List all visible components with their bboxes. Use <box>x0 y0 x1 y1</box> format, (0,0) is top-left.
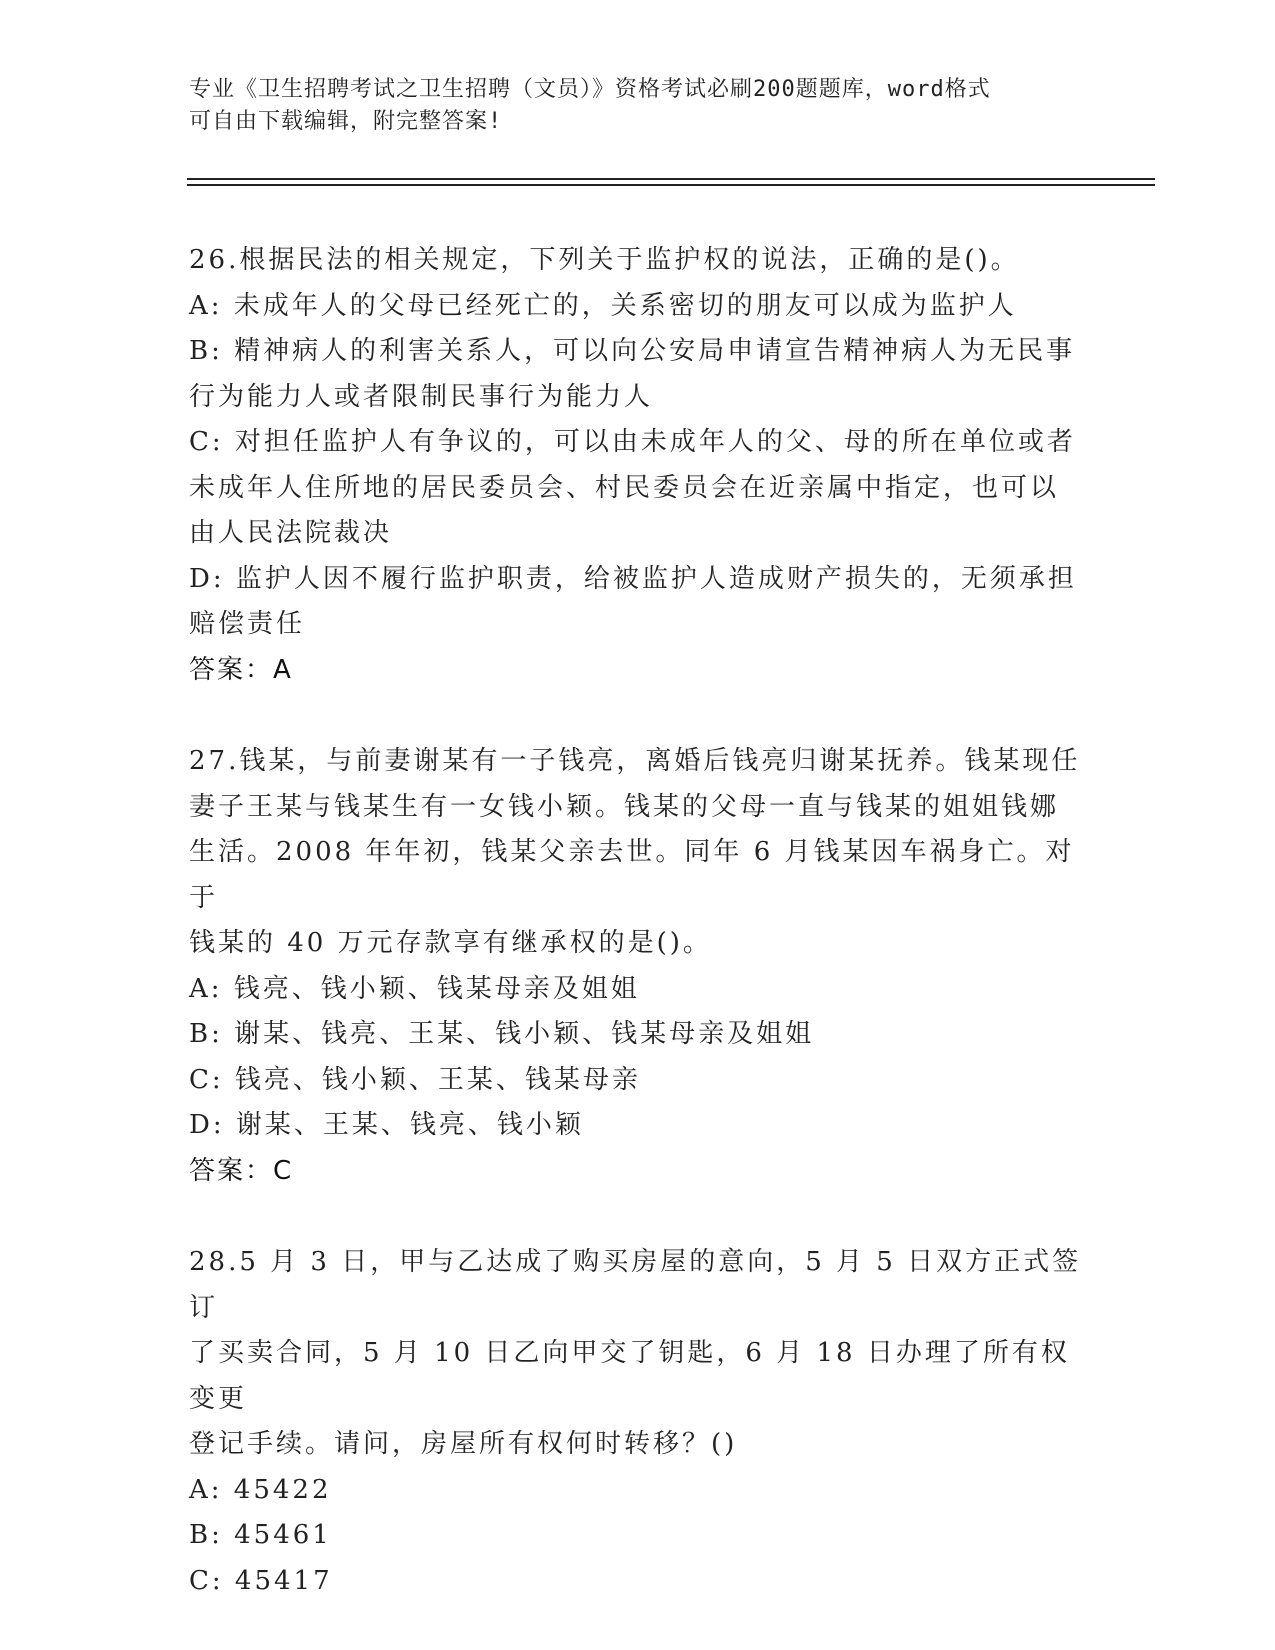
question-text: 26.根据民法的相关规定，下列关于监护权的说法，正确的是()。 <box>189 245 1020 275</box>
option-b: B: 45461 <box>189 1520 332 1550</box>
header-line-1: 专业《卫生招聘考试之卫生招聘（文员）》资格考试必刷200题题库，word格式 <box>189 77 991 102</box>
option-b: B: 精神病人的利害关系人，可以向公安局申请宣告精神病人为无民事 <box>189 336 1076 366</box>
answer-label: 答案：A <box>189 654 293 685</box>
option-b-continued: 行为能力人或者限制民事行为能力人 <box>189 381 654 412</box>
question-27 <box>189 739 1089 1194</box>
header-line-2: 可自由下载编辑，附完整答案! <box>189 109 503 134</box>
question-26 <box>189 238 1089 693</box>
option-a: A: 钱亮、钱小颖、钱某母亲及姐姐 <box>189 973 640 1004</box>
option-d-continued: 赔偿责任 <box>189 609 306 639</box>
question-text-continued: 钱某的 40 万元存款享有继承权的是()。 <box>189 928 712 958</box>
question-text-continued: 生活。2008 年年初，钱某父亲去世。同年 6 月钱某因车祸身亡。对于 <box>189 837 1075 913</box>
option-c-continued: 未成年人住所地的居民委员会、村民委员会在近亲属中指定，也可以 <box>189 472 1060 503</box>
header-divider-top <box>187 178 1155 180</box>
answer-label: 答案：C <box>189 1155 294 1186</box>
question-text-continued: 妻子王某与钱某生有一女钱小颖。钱某的父母一直与钱某的姐姐钱娜 <box>189 791 1060 822</box>
option-d: D: 监护人因不履行监护职责，给被监护人造成财产损失的，无须承担 <box>189 563 1077 594</box>
question-text-continued: 了买卖合同，5 月 10 日乙向甲交了钥匙，6 月 18 日办理了所有权变更 <box>189 1338 1070 1414</box>
question-text: 27.钱某，与前妻谢某有一子钱亮，离婚后钱亮归谢某抚养。钱某现任 <box>189 746 1081 776</box>
question-spacer <box>189 1194 1089 1240</box>
question-text: 28.5 月 3 日，甲与乙达成了购买房屋的意向，5 月 5 日双方正式签订 <box>189 1247 1082 1323</box>
option-c-continued: 由人民法院裁决 <box>189 518 393 548</box>
option-b: B: 谢某、钱亮、王某、钱小颖、钱某母亲及姐姐 <box>189 1019 815 1049</box>
question-spacer <box>189 693 1089 739</box>
option-c: C: 钱亮、钱小颖、王某、钱某母亲 <box>189 1064 641 1095</box>
option-d: D: 谢某、王某、钱亮、钱小颖 <box>189 1110 584 1140</box>
document-header <box>189 74 1089 138</box>
question-28 <box>189 1240 1089 1604</box>
option-c: C: 对担任监护人有争议的，可以由未成年人的父、母的所在单位或者 <box>189 427 1076 457</box>
question-text-continued: 登记手续。请问，房屋所有权何时转移？() <box>189 1429 738 1459</box>
question-list <box>189 238 1089 1604</box>
option-a: A: 未成年人的父母已经死亡的，关系密切的朋友可以成为监护人 <box>189 290 1017 321</box>
option-a: A: 45422 <box>189 1474 332 1505</box>
header-divider-bottom <box>187 184 1155 186</box>
option-c: C: 45417 <box>189 1565 333 1596</box>
